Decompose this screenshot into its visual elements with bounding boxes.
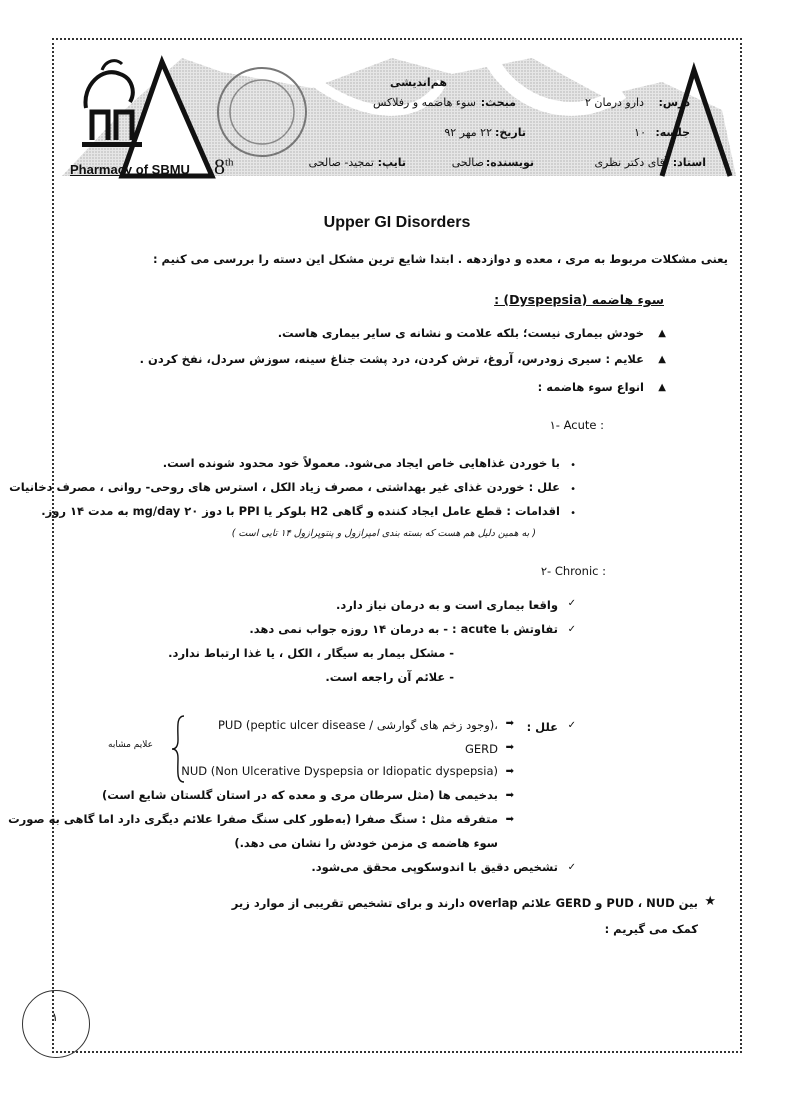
chronic-subpoint: - مشکل بیمار به سیگار ، الکل ، یا غذا ارتباط ندارد. — [168, 646, 454, 660]
cause-item: PUD (peptic ulcer disease / وجود زخم های گوارشی)، — [217, 718, 498, 732]
triangle-bullet-icon: ▲ — [658, 354, 666, 365]
brace-icon — [170, 714, 186, 784]
star-note-line1: بین PUD ، NUD و GERD علائم overlap دارند و برای تشخیص تقریبی از موارد زیر — [231, 896, 698, 910]
typist-label: تایپ: — [377, 156, 406, 169]
professor-value: آقای دکتر نظری — [594, 156, 668, 169]
arrow-bullet-icon: ➡ — [505, 718, 514, 729]
triangle-bullet-icon: ▲ — [658, 382, 666, 393]
check-bullet-icon: ✓ — [567, 624, 576, 635]
typist-value: تمجید- صالحی — [308, 156, 374, 169]
cause-item: متفرقه مثل : سنگ صفرا (به‌طور کلی سنگ صفرا علائم دیگری دارد اما گاهی به صورت — [8, 812, 498, 826]
dyspepsia-point: خودش بیماری نیست؛ بلکه علامت و نشانه ی سایر بیماری هاست. — [277, 326, 644, 340]
edition-number: 8 — [214, 154, 225, 179]
chronic-point: تفاوتش با acute : - به درمان ۱۴ روزه جواب نمی دهد. — [249, 622, 558, 636]
similar-symptoms-label: علایم مشابه — [108, 740, 154, 750]
session-value: ۱۰ — [634, 126, 646, 139]
topic-value: سوء هاضمه و رفلاکس — [372, 96, 476, 109]
arrow-bullet-icon: ➡ — [505, 766, 514, 777]
logo-icon — [72, 56, 158, 156]
acute-point: علل : خوردن غذای غیر بهداشتی ، مصرف زیاد الکل ، استرس های روحی- روانی ، مصرف دخانیات — [9, 480, 560, 494]
course-label: درس: — [658, 96, 690, 109]
page-number-circle — [22, 990, 90, 1058]
check-bullet-icon: ✓ — [567, 598, 576, 609]
cause-item: بدخیمی ها (مثل سرطان مری و معده که در استان گلستان شایع است) — [101, 788, 498, 802]
arrow-bullet-icon: ➡ — [505, 790, 514, 801]
dyspepsia-point: علایم : سیری زودرس، آروغ، ترش کردن، درد پشت جناغ سینه، سوزش سردل، نفخ کردن . — [139, 352, 644, 366]
date-label: تاریخ: — [494, 126, 526, 139]
check-bullet-icon: ✓ — [567, 720, 576, 731]
dot-bullet-icon: • — [570, 508, 576, 519]
dot-bullet-icon: • — [570, 484, 576, 495]
page-title: Upper GI Disorders — [323, 214, 471, 231]
acute-note: ( به همین دلیل هم هست که بسته بندی امپرازول و پنتوپرازول ۱۴ تایی است ) — [231, 528, 536, 539]
cause-item: GERD — [464, 742, 498, 756]
arrow-bullet-icon: ➡ — [505, 814, 514, 825]
writer-label: نویسنده: — [485, 156, 534, 169]
check-bullet-icon: ✓ — [567, 862, 576, 873]
diagnosis-text: تشخیص دقیق با اندوسکوپی محقق می‌شود. — [311, 860, 558, 874]
acute-heading: ۱- Acute : — [549, 418, 604, 432]
dyspepsia-heading: سوء هاضمه (Dyspepsia) : — [494, 292, 664, 307]
acute-point: اقدامات : قطع عامل ایجاد کننده و گاهی H2 بلوکر یا PPI با دوز ۲۰ mg/day به مدت ۱۴ روز. — [41, 504, 560, 518]
page-number: ۱ — [51, 1010, 59, 1024]
dyspepsia-point: انواع سوء هاضمه : — [537, 380, 644, 394]
date-value: ۲۲ مهر ۹۲ — [444, 126, 492, 139]
session-label: جلسه: — [655, 126, 690, 139]
intro-text: یعنی مشکلات مربوط به مری ، معده و دوازدهه . ابتدا شایع ترین مشکل این دسته را بررسی می کنیم : — [152, 252, 728, 266]
topic-label: مبحث: — [480, 96, 516, 109]
chronic-subpoint: - علائم آن راجعه است. — [325, 670, 454, 684]
edition-suffix: th — [225, 156, 234, 169]
writer-value: صالحی — [451, 156, 484, 169]
pharmacy-label: Pharmacy of SBMU — [70, 162, 190, 177]
cause-item: NUD (Non Ulcerative Dyspepsia or Idiopatic dyspepsia) — [181, 764, 498, 778]
acute-point: با خوردن غذاهایی خاص ایجاد می‌شود. معمولاً خود محدود شونده است. — [162, 456, 560, 470]
professor-label: استاد: — [672, 156, 706, 169]
star-icon: ★ — [704, 894, 716, 909]
chronic-point: واقعا بیماری است و به درمان نیاز دارد. — [336, 598, 558, 612]
chronic-heading: ۲- Chronic : — [540, 564, 606, 578]
course-value: دارو درمان ۲ — [584, 96, 644, 109]
edition-label — [214, 154, 234, 180]
causes-label: علل : — [526, 720, 558, 734]
hamashi-label: هم‌اندیشی — [390, 76, 447, 89]
star-note-line2: کمک می گیریم : — [604, 922, 698, 936]
arrow-bullet-icon: ➡ — [505, 742, 514, 753]
triangle-bullet-icon: ▲ — [658, 328, 666, 339]
dot-bullet-icon: • — [570, 460, 576, 471]
cause-item: سوء هاضمه ی مزمن خودش را نشان می دهد.) — [234, 836, 498, 850]
